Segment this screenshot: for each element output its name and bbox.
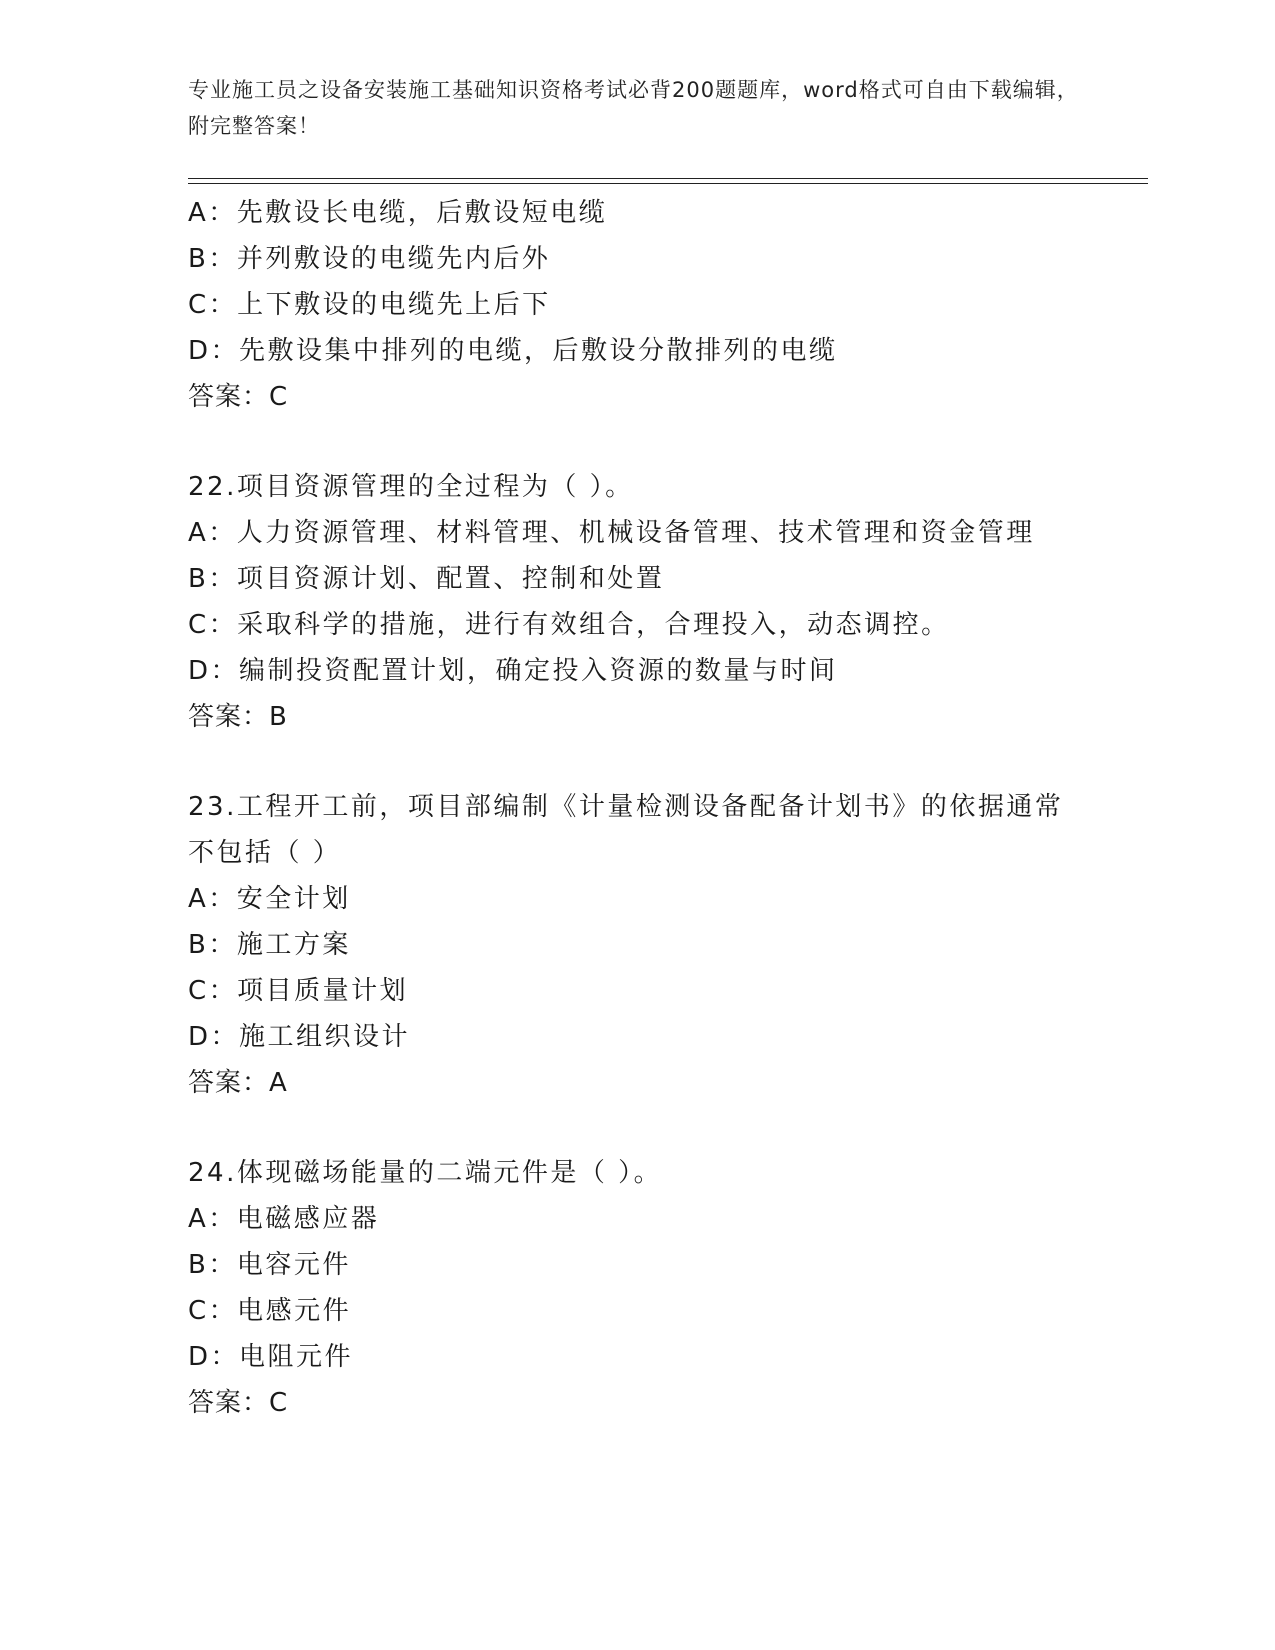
option-b: B：项目资源计划、配置、控制和处置 xyxy=(188,564,665,594)
question-block-21 xyxy=(188,190,1148,420)
option-c: C：采取科学的措施，进行有效组合，合理投入，动态调控。 xyxy=(188,610,950,640)
option-b: B：并列敷设的电缆先内后外 xyxy=(188,244,551,274)
option-a: A：先敷设长电缆，后敷设短电缆 xyxy=(188,198,608,228)
document-body xyxy=(188,190,1148,1426)
option-a: A：安全计划 xyxy=(188,884,351,914)
document-header: 专业施工员之设备安装施工基础知识资格考试必背200题题库，word格式可自由下载编辑，附完整答案！ xyxy=(188,78,1079,138)
answer-line: 答案：B xyxy=(188,702,288,732)
answer-line: 答案：C xyxy=(188,382,289,412)
option-d: D：编制投资配置计划，确定投入资源的数量与时间 xyxy=(188,656,838,686)
option-a: A：电磁感应器 xyxy=(188,1204,380,1234)
option-d: D：施工组织设计 xyxy=(188,1022,411,1052)
question-title: 22.项目资源管理的全过程为（ ）。 xyxy=(188,472,634,502)
answer-line: 答案：C xyxy=(188,1388,289,1418)
option-c: C：项目质量计划 xyxy=(188,976,409,1006)
header-divider-top xyxy=(188,178,1148,179)
option-d: D：电阻元件 xyxy=(188,1342,354,1372)
option-c: C：上下敷设的电缆先上后下 xyxy=(188,290,551,320)
question-title: 24.体现磁场能量的二端元件是（ ）。 xyxy=(188,1158,663,1188)
option-b: B：电容元件 xyxy=(188,1250,351,1280)
option-d: D：先敷设集中排列的电缆，后敷设分散排列的电缆 xyxy=(188,336,838,366)
question-block-22 xyxy=(188,464,1148,740)
question-block-24 xyxy=(188,1150,1148,1426)
option-a: A：人力资源管理、材料管理、机械设备管理、技术管理和资金管理 xyxy=(188,518,1035,548)
question-title: 23.工程开工前，项目部编制《计量检测设备配备计划书》的依据通常不包括（ ） xyxy=(188,792,1064,868)
header-divider-bottom xyxy=(188,183,1148,184)
option-c: C：电感元件 xyxy=(188,1296,352,1326)
option-b: B：施工方案 xyxy=(188,930,351,960)
question-block-23 xyxy=(188,784,1148,1106)
answer-line: 答案：A xyxy=(188,1068,288,1098)
